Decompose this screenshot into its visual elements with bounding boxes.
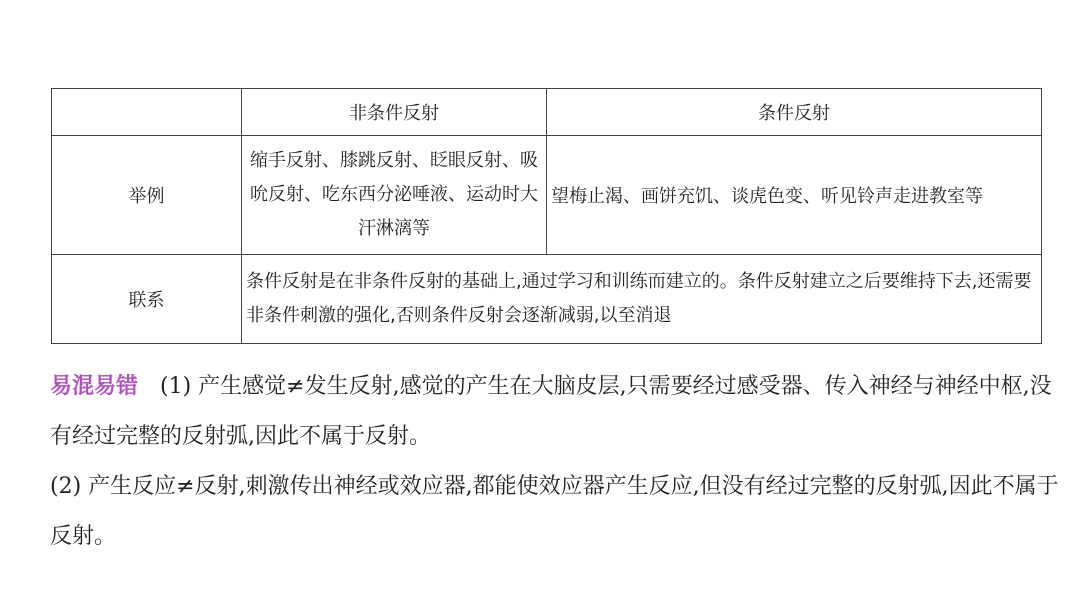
header-conditioned-reflex: 条件反射 — [547, 89, 1042, 136]
reflex-comparison-table — [51, 88, 1042, 344]
note-point-1-text: (1) 产生感觉≠发生反射,感觉的产生在大脑皮层,只需要经过感受器、传入神经与神经中枢,没有经过完整的反射弧,因此不属于反射。 — [50, 374, 1052, 449]
note-point-1 — [50, 362, 1060, 462]
confusion-tag: 易混易错 — [50, 374, 139, 399]
table-row-examples — [52, 136, 1042, 255]
row-label-relation: 联系 — [52, 255, 242, 344]
unconditioned-examples-cell: 缩手反射、膝跳反射、眨眼反射、吸吮反射、吃东西分泌唾液、运动时大汗淋漓等 — [242, 136, 547, 255]
conditioned-examples-cell: 望梅止渴、画饼充饥、谈虎色变、听见铃声走进教室等 — [547, 136, 1042, 255]
table-row-relation — [52, 255, 1042, 344]
confusion-notes — [50, 362, 1060, 562]
table-header-row — [52, 89, 1042, 136]
row-label-examples: 举例 — [52, 136, 242, 255]
note-point-2: (2) 产生反应≠反射,刺激传出神经或效应器,都能使效应器产生反应,但没有经过完整的反射弧,因此不属于反射。 — [50, 474, 1059, 549]
header-empty-cell — [52, 89, 242, 136]
relation-cell: 条件反射是在非条件反射的基础上,通过学习和训练而建立的。条件反射建立之后要维持下去,还需要非条件刺激的强化,否则条件反射会逐渐减弱,以至消退 — [242, 255, 1042, 344]
header-unconditioned-reflex: 非条件反射 — [242, 89, 547, 136]
